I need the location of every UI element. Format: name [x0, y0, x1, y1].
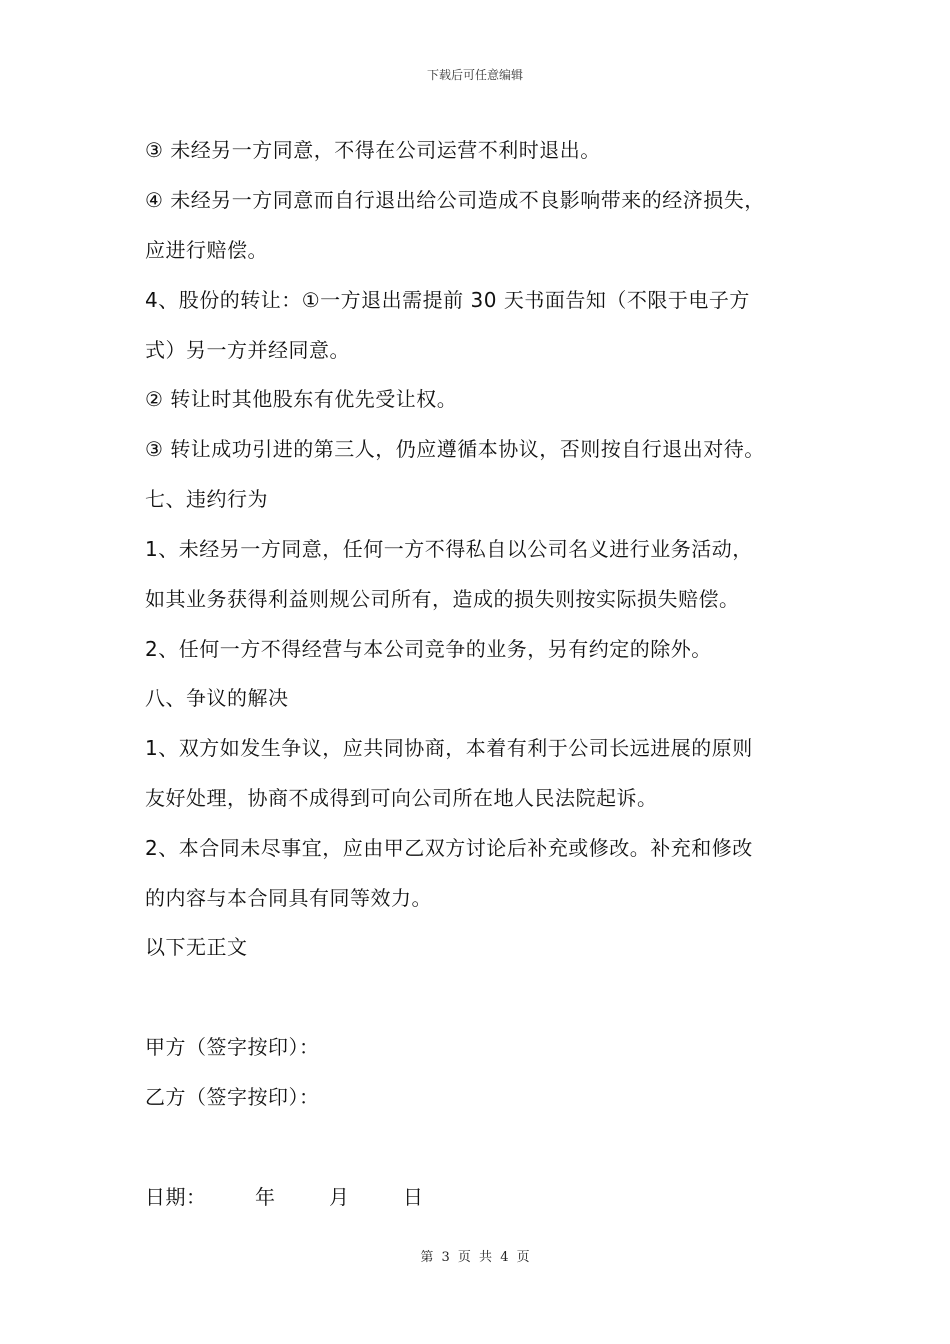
- body-line: 友好处理，协商不成得到可向公司所在地人民法院起诉。: [145, 786, 658, 810]
- date-day: 日: [403, 1185, 424, 1209]
- section-heading: 八、争议的解决: [145, 686, 289, 710]
- body-line: 应进行赔偿。: [145, 238, 268, 262]
- body-line: 式）另一方并经同意。: [145, 338, 350, 362]
- body-line: 1、未经另一方同意，任何一方不得私自以公司名义进行业务活动，: [145, 537, 753, 561]
- page-header: 下载后可任意编辑: [426, 68, 523, 82]
- party-a-signature: 甲方（签字按印）：: [145, 1035, 320, 1059]
- date-month: 月: [329, 1185, 350, 1209]
- page-footer: 第 3 页 共 4 页: [420, 1250, 530, 1265]
- section-heading: 七、违约行为: [145, 487, 268, 511]
- date-line: [145, 1183, 835, 1211]
- body-line: 如其业务获得利益则规公司所有，造成的损失则按实际损失赔偿。: [145, 587, 740, 611]
- body-line: 2、任何一方不得经营与本公司竞争的业务，另有约定的除外。: [145, 637, 712, 661]
- body-line: ③ 未经另一方同意，不得在公司运营不利时退出。: [145, 138, 601, 162]
- date-label: 日期：: [145, 1185, 207, 1209]
- body-line: ② 转让时其他股东有优先受让权。: [145, 387, 458, 411]
- body-line: 的内容与本合同具有同等效力。: [145, 886, 432, 910]
- no-further-text: 以下无正文: [145, 935, 248, 959]
- body-line: 1、双方如发生争议，应共同协商，本着有利于公司长远进展的原则: [145, 736, 753, 760]
- date-year: 年: [255, 1185, 276, 1209]
- body-line: ④ 未经另一方同意而自行退出给公司造成不良影响带来的经济损失，: [145, 188, 765, 212]
- body-line: ③ 转让成功引进的第三人，仍应遵循本协议，否则按自行退出对待。: [145, 437, 765, 461]
- body-line: 2、本合同未尽事宜，应由甲乙双方讨论后补充或修改。补充和修改: [145, 836, 753, 860]
- body-line: 4、股份的转让：①一方退出需提前 30 天书面告知（不限于电子方: [145, 288, 750, 312]
- party-b-signature: 乙方（签字按印）：: [145, 1085, 320, 1109]
